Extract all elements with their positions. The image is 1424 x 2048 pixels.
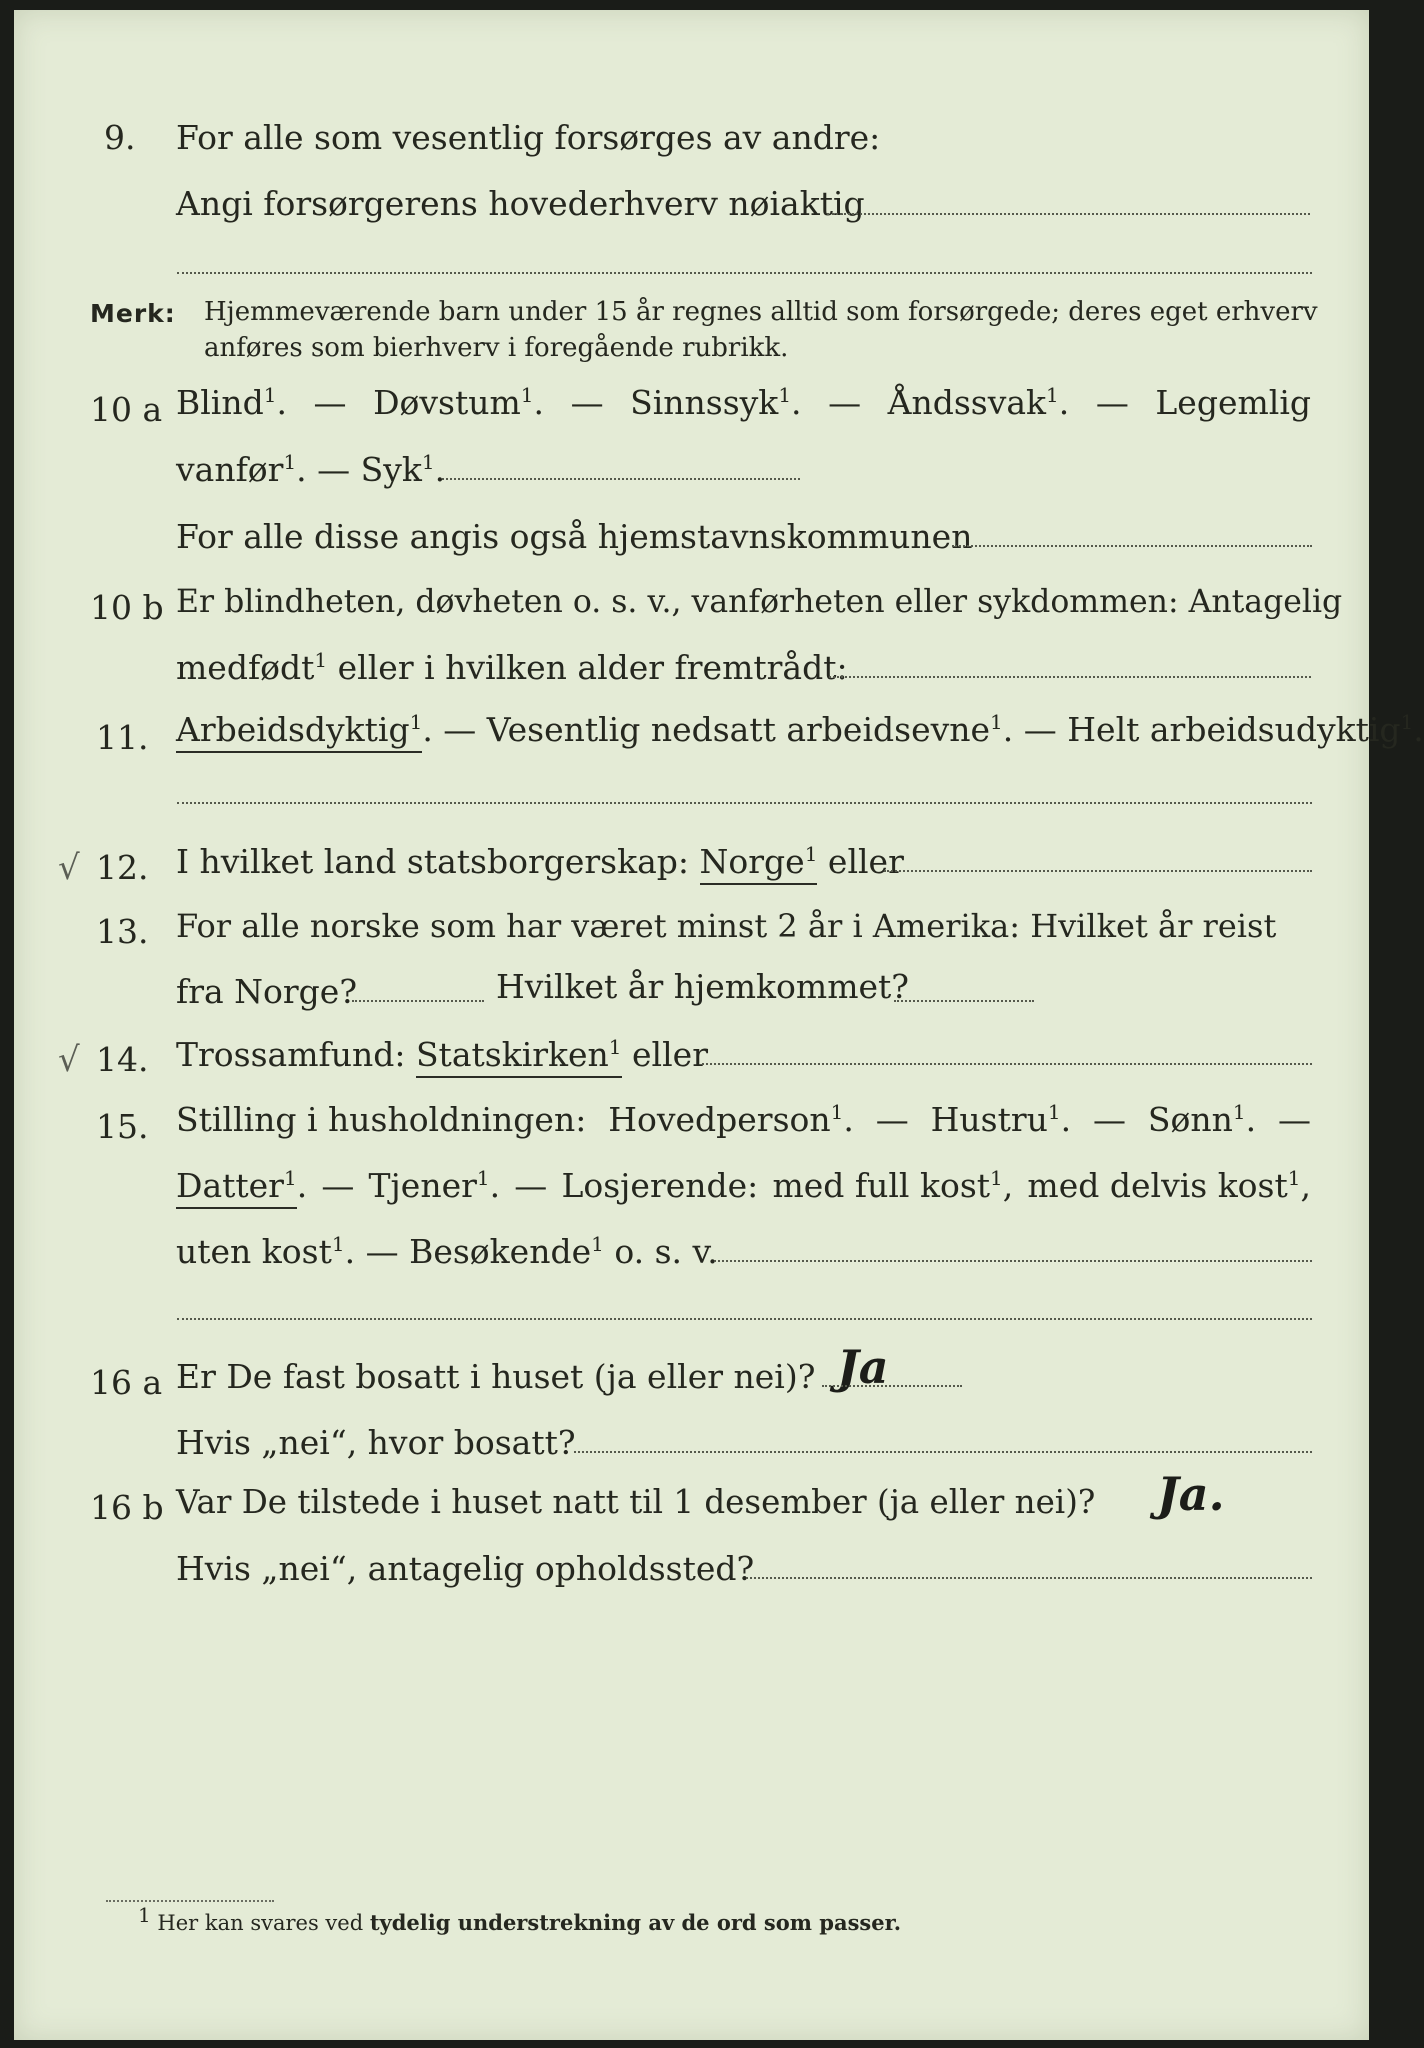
option-udyktig[interactable]: Helt arbeidsudyktig$^1$.	[1067, 710, 1424, 749]
separator: —	[570, 383, 604, 422]
separator: —	[365, 1232, 399, 1271]
q15-number: 15.	[96, 1107, 149, 1146]
q13-hjem-line[interactable]	[894, 1000, 1034, 1002]
q14-eller: eller	[632, 1035, 708, 1074]
q16b-handwritten-answer: Ja.	[1157, 1467, 1225, 1521]
q15-line-3	[176, 1232, 718, 1272]
census-form-page	[14, 10, 1424, 2040]
option-hovedperson[interactable]: Hovedperson$^1$.	[608, 1100, 854, 1139]
q15-line-1	[176, 1100, 1311, 1140]
q13-hjemkommet: Hvilket år hjemkommet?	[496, 967, 909, 1006]
option-hustru[interactable]: Hustru$^1$.	[930, 1100, 1072, 1139]
q16a-hvis-nei: Hvis „nei“, hvor bosatt?	[176, 1423, 576, 1462]
option-statskirken-underlined[interactable]: Statskirken$^1$	[416, 1035, 622, 1078]
checkmark-icon: √	[58, 848, 80, 888]
q10a-hjemstavn: For alle disse angis også hjemstavnskommunen	[176, 517, 973, 556]
q10b-question: Er blindheten, døvheten o. s. v., vanførheten eller sykdommen: Antagelig	[176, 584, 1343, 620]
q10a-number: 10 a	[90, 390, 163, 429]
q13-number: 13.	[96, 912, 149, 951]
footnote-mark: 1	[138, 1903, 151, 1927]
separator: —	[321, 1166, 355, 1205]
q16b-hvis-nei: Hvis „nei“, antagelig opholdssted?	[176, 1549, 755, 1588]
separator: —	[1023, 710, 1057, 749]
q14-answer-line[interactable]	[702, 1063, 1312, 1065]
q15-losjerende: Losjerende:	[561, 1166, 759, 1205]
footnote-rule	[106, 1900, 274, 1902]
separator: —	[443, 710, 477, 749]
q10b-answer-line[interactable]	[829, 676, 1311, 678]
q13-question: For alle norske som har været minst 2 år i Amerika: Hvilket år reist	[176, 907, 1277, 945]
q11-number: 11.	[96, 718, 149, 757]
q16b-number: 16 b	[90, 1488, 164, 1527]
q10b-alder-text: eller i hvilken alder fremtrådt:	[337, 648, 848, 687]
option-sonn[interactable]: Sønn$^1$.	[1147, 1100, 1257, 1139]
footnote-text-bold: tydelig understrekning av de ord som passer.	[369, 1910, 902, 1935]
option-besokende[interactable]: Besøkende$^1$	[409, 1232, 604, 1271]
q16a-number: 16 a	[90, 1363, 163, 1402]
q13-fra-norge: fra Norge?	[176, 972, 358, 1011]
q15-answer-line-2[interactable]	[177, 1318, 1312, 1320]
separator: —	[1095, 383, 1129, 422]
merk-text-line-2: anføres som bierhverv i foregående rubrikk.	[204, 333, 789, 363]
separator: —	[514, 1166, 548, 1205]
q10b-number: 10 b	[90, 588, 164, 627]
q13-fra-line[interactable]	[352, 1000, 484, 1002]
q16a-answer-line[interactable]	[822, 1385, 962, 1387]
q16a-bosatt-line[interactable]	[574, 1451, 1312, 1453]
q15-answer-line[interactable]	[714, 1260, 1312, 1262]
merk-label: Merk:	[90, 299, 176, 328]
q15-line-2: Datter$^1$. — Tjener$^1$. — Losjerende: med full kost$^1$, med delvis kost$^1$,	[176, 1166, 1311, 1206]
q9-question: For alle som vesentlig forsørges av andre:	[176, 118, 881, 157]
q10a-options-line-2	[176, 450, 445, 490]
separator: —	[317, 450, 351, 489]
option-arbeidsdyktig-underlined[interactable]: Arbeidsdyktig$^1$	[176, 710, 422, 753]
q10a-hjemstavn-line[interactable]	[952, 545, 1312, 547]
separator: —	[1277, 1100, 1311, 1139]
footnote-text: Her kan svares ved	[157, 1911, 364, 1935]
q9-answer-line-1[interactable]	[827, 213, 1310, 215]
separator: —	[313, 383, 347, 422]
option-vanfor[interactable]: vanfør$^1$.	[176, 450, 307, 489]
option-syk[interactable]: Syk$^1$.	[360, 450, 446, 489]
option-blind[interactable]: Blind$^1$.	[176, 383, 287, 422]
q10a-options-line	[176, 383, 1311, 423]
separator: —	[875, 1100, 909, 1139]
option-andssvak[interactable]: Åndssvak$^1$.	[887, 383, 1070, 422]
option-full-kost[interactable]: med full kost$^1$,	[772, 1166, 1014, 1205]
q10b-line-2: medfødt$^1$ eller i hvilken alder fremtrådt:	[176, 648, 848, 687]
option-delvis-kost[interactable]: med delvis kost$^1$,	[1027, 1166, 1311, 1205]
q14-number: 14.	[96, 1040, 149, 1079]
separator: —	[828, 383, 862, 422]
option-tjener[interactable]: Tjener$^1$.	[368, 1166, 501, 1205]
q14-label: Trossamfund:	[176, 1035, 406, 1074]
option-dovstum[interactable]: Døvstum$^1$.	[373, 383, 545, 422]
option-norge-underlined[interactable]: Norge$^1$	[700, 842, 818, 885]
q11-options: Arbeidsdyktig$^1$. — Vesentlig nedsatt arbeidsevne$^1$. — Helt arbeidsudyktig$^1$.	[176, 710, 1424, 750]
q16b-question: Var De tilstede i huset natt til 1 desember (ja eller nei)?	[176, 1483, 1096, 1521]
q12-number: 12.	[96, 848, 149, 887]
merk-text-line-1: Hjemmeværende barn under 15 år regnes alltid som forsørgede; deres eget erhverv	[204, 297, 1318, 327]
q9-number: 9.	[104, 118, 136, 157]
checkmark-icon: √	[58, 1040, 80, 1080]
q12-eller: eller	[827, 842, 904, 881]
q14-question	[176, 1035, 708, 1075]
q9-instruction: Angi forsørgerens hovederhverv nøiaktig	[176, 184, 865, 223]
q12-question	[176, 842, 904, 882]
option-datter-underlined[interactable]: Datter$^1$	[176, 1166, 297, 1209]
option-legemlig[interactable]: Legemlig	[1155, 383, 1311, 422]
q12-answer-line[interactable]	[884, 870, 1312, 872]
option-sinnssyk[interactable]: Sinnssyk$^1$.	[630, 383, 802, 422]
q11-answer-line[interactable]	[177, 802, 1312, 804]
q9-answer-line-2[interactable]	[177, 272, 1312, 274]
q10a-answer-line[interactable]	[442, 478, 800, 480]
q16b-opholdssted-line[interactable]	[746, 1577, 1312, 1579]
separator: —	[1093, 1100, 1126, 1139]
option-uten-kost[interactable]: uten kost$^1$.	[176, 1232, 356, 1271]
option-medfodt[interactable]: medfødt	[176, 648, 315, 687]
footnote	[138, 1903, 902, 1935]
q15-label: Stilling i husholdningen:	[176, 1100, 587, 1139]
q16a-question: Er De fast bosatt i huset (ja eller nei)?	[176, 1357, 816, 1396]
q16a-handwritten-answer: Ja	[837, 1340, 889, 1394]
q12-label: I hvilket land statsborgerskap:	[176, 842, 690, 881]
q15-osv: o. s. v.	[614, 1232, 718, 1271]
option-nedsatt[interactable]: Vesentlig nedsatt arbeidsevne$^1$.	[486, 710, 1014, 749]
